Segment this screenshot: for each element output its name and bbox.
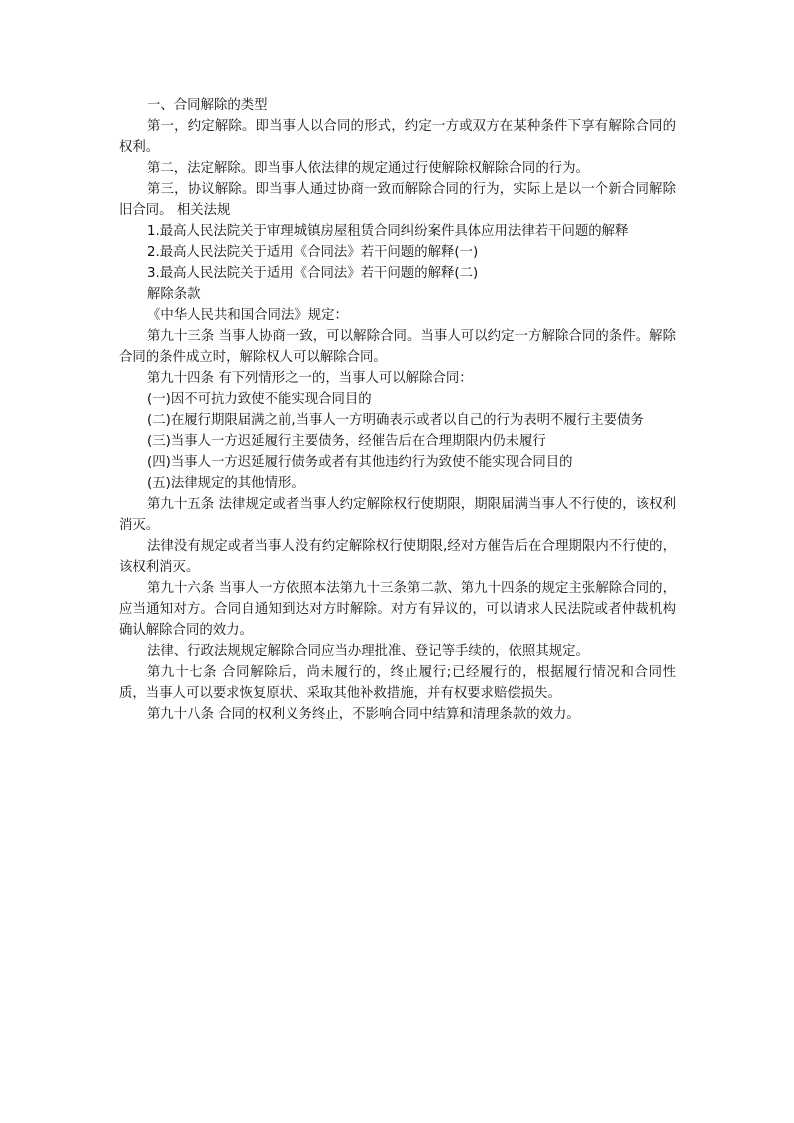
related-regulation-3: 3.最高人民法院关于适用《合同法》若干问题的解释(二) xyxy=(147,266,479,281)
paragraph-statutory-termination: 第二，法定解除。即当事人依法律的规定通过行使解除权解除合同的行为。 xyxy=(147,161,589,176)
related-regulation-1: 1.最高人民法院关于审理城镇房屋租赁合同纠纷案件具体应用法律若干问题的解释 xyxy=(147,224,629,239)
article-94-item-3: (三)当事人一方迟延履行主要债务，经催告后在合理期限内仍未履行 xyxy=(147,434,546,449)
article-95: 第九十五条 法律规定或者当事人约定解除权行使期限，期限届满当事人不行使的，该权利消灭。 xyxy=(119,497,676,533)
article-97: 第九十七条 合同解除后，尚未履行的，终止履行;已经履行的，根据履行情况和合同性质，当事人可以要求恢复原状、采取其他补救措施，并有权要求赔偿损失。 xyxy=(119,665,676,701)
article-98: 第九十八条 合同的权利义务终止，不影响合同中结算和清理条款的效力。 xyxy=(147,707,580,722)
document-body xyxy=(119,95,676,725)
related-regulation-2: 2.最高人民法院关于适用《合同法》若干问题的解释(一) xyxy=(147,245,479,260)
paragraph-negotiated-termination: 第三，协议解除。即当事人通过协商一致而解除合同的行为，实际上是以一个新合同解除旧合同。 相关法规 xyxy=(119,182,676,218)
article-93: 第九十三条 当事人协商一致，可以解除合同。当事人可以约定一方解除合同的条件。解除合同的条件成立时，解除权人可以解除合同。 xyxy=(119,329,676,365)
article-94: 第九十四条 有下列情形之一的，当事人可以解除合同： xyxy=(147,371,473,386)
article-94-item-1: (一)因不可抗力致使不能实现合同目的 xyxy=(147,392,372,407)
article-96: 第九十六条 当事人一方依照本法第九十三条第二款、第九十四条的规定主张解除合同的，应当通知对方。合同自通知到达对方时解除。对方有异议的，可以请求人民法院或者仲裁机构确认解除合同的效力。 xyxy=(119,581,676,638)
article-95-cont: 法律没有规定或者当事人没有约定解除权行使期限,经对方催告后在合理期限内不行使的，该权利消灭。 xyxy=(119,539,676,575)
article-94-item-2: (二)在履行期限届满之前,当事人一方明确表示或者以自己的行为表明不履行主要债务 xyxy=(147,413,644,428)
article-94-item-5: (五)法律规定的其他情形。 xyxy=(147,476,305,491)
article-94-item-4: (四)当事人一方迟延履行债务或者有其他违约行为致使不能实现合同目的 xyxy=(147,455,573,470)
contract-law-intro: 《中华人民共和国合同法》规定： xyxy=(147,308,348,323)
termination-clauses-heading: 解除条款 xyxy=(147,287,201,302)
paragraph-agreed-termination: 第一，约定解除。即当事人以合同的形式，约定一方或双方在某种条件下享有解除合同的权利。 xyxy=(119,119,676,155)
article-96-cont: 法律、行政法规规定解除合同应当办理批准、登记等手续的，依照其规定。 xyxy=(147,644,589,659)
section-heading: 一、合同解除的类型 xyxy=(147,98,268,113)
